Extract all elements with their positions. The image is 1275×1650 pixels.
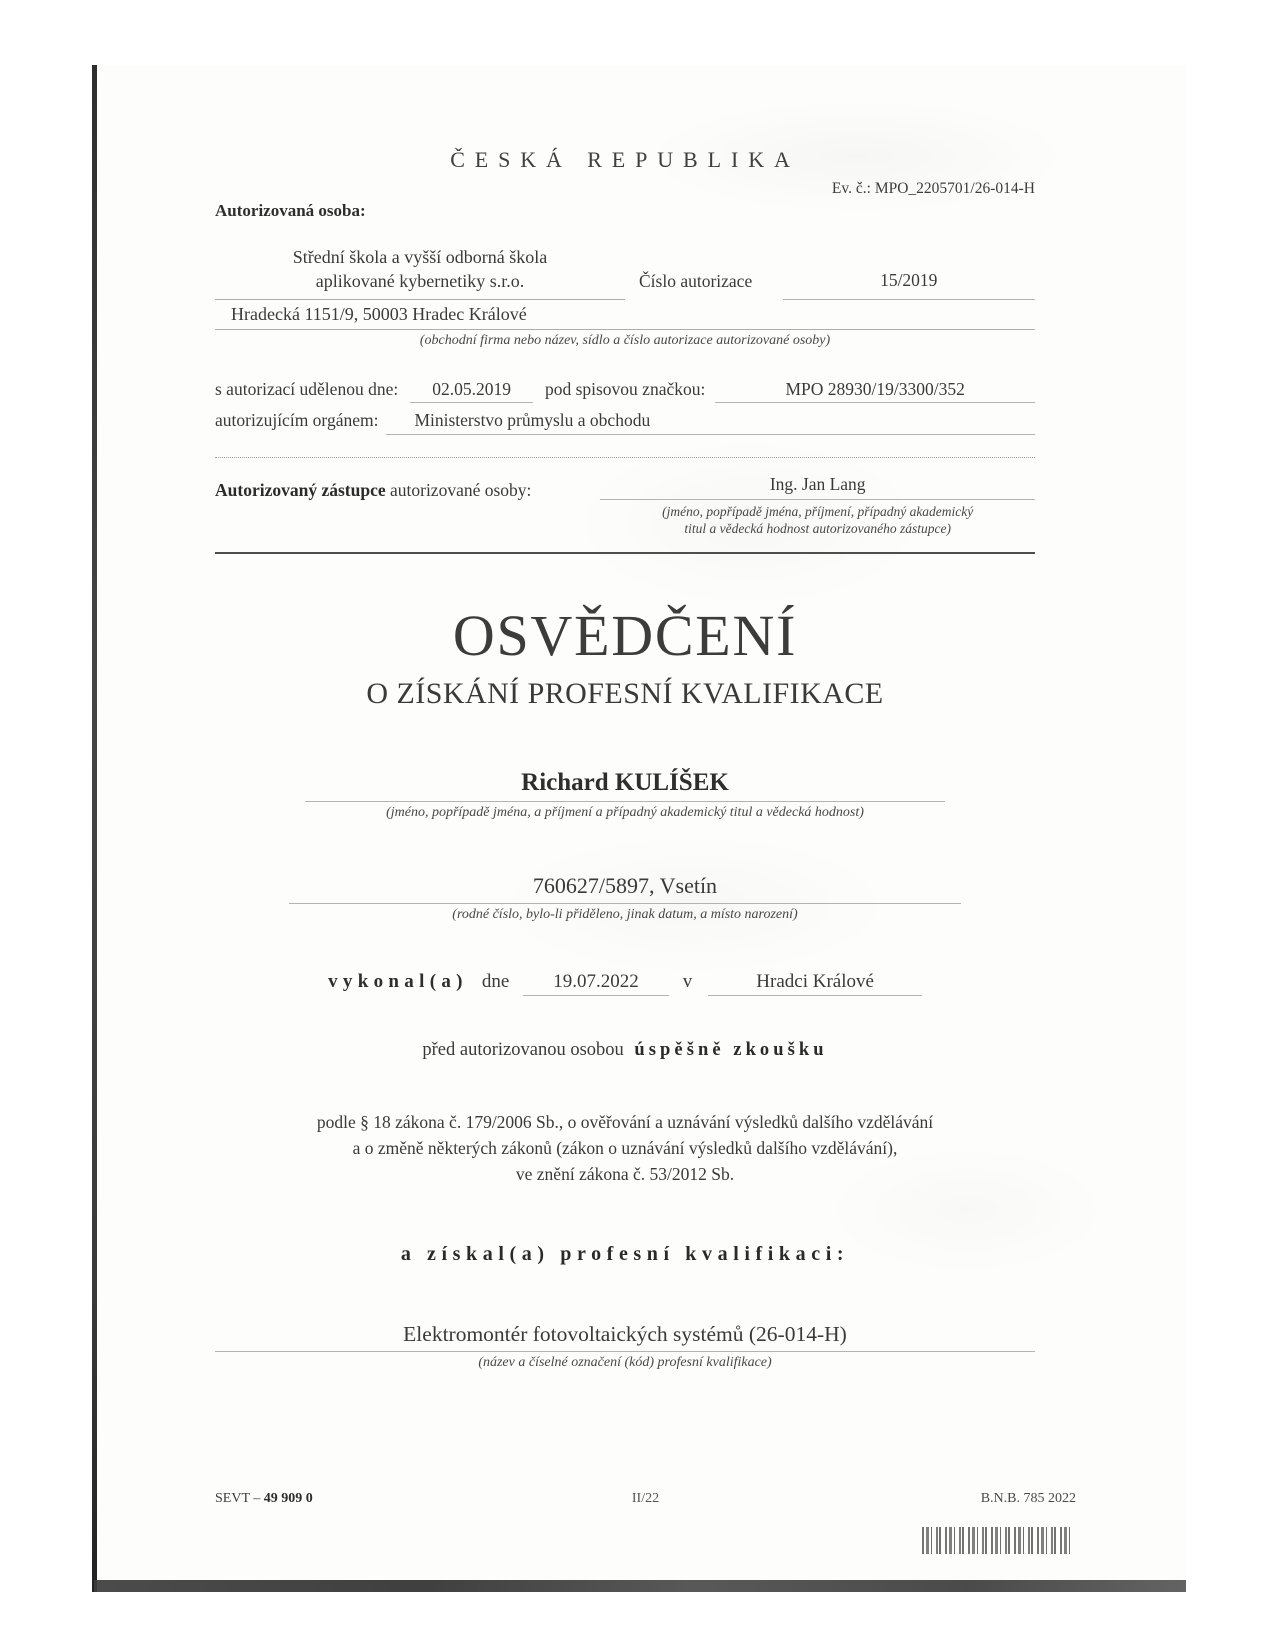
certificate-subtitle: O ZÍSKÁNÍ PROFESNÍ KVALIFIKACE <box>366 676 884 710</box>
certificate-content <box>215 65 1035 1592</box>
file-number-value: MPO 28930/19/3300/352 <box>715 379 1035 403</box>
representative-name: Ing. Jan Lang <box>600 474 1035 500</box>
authorized-person-address: Hradecká 1151/9, 50003 Hradec Králové <box>215 302 1035 330</box>
footer-bnb: B.N.B. 785 2022 <box>980 1491 1076 1506</box>
barcode <box>922 1527 1074 1554</box>
authorization-granted-row <box>215 379 1035 403</box>
exam-date: 19.07.2022 <box>523 971 669 996</box>
granted-date-value: 02.05.2019 <box>410 379 533 403</box>
legal-line2: a o změně některých zákonů (zákon o uznávání výsledků dalšího vzdělávání), <box>352 1137 898 1158</box>
scanned-certificate-page <box>92 65 1186 1592</box>
exam-result-line <box>215 1040 1035 1061</box>
footer <box>215 1491 1076 1507</box>
authorized-person-name <box>215 245 625 300</box>
representative-caption-line1: (jméno, popřípadě jména, příjmení, případný akademický <box>662 503 974 519</box>
authorization-number-value: 15/2019 <box>783 270 1036 300</box>
performed-verb: vykonal(a) <box>328 970 468 992</box>
certificate-title: OSVĚDČENÍ <box>452 602 798 668</box>
solid-separator <box>215 552 1035 554</box>
representative-label <box>215 474 600 538</box>
representative-caption-line2: titul a vědecká hodnost autorizovaného zástupce) <box>684 521 951 537</box>
birth-id-caption: (rodné číslo, bylo-li přiděleno, jinak datum, a místo narození) <box>452 906 798 922</box>
authorized-person-caption: (obchodní firma nebo název, sídlo a číslo autorizace autorizované osoby) <box>419 332 831 348</box>
authorized-person-row <box>215 245 1035 300</box>
representative-field <box>600 474 1035 538</box>
file-number-label: pod spisovou značkou: <box>544 378 706 399</box>
holder-name-caption: (jméno, popřípadě jména, a příjmení a případný akademický titul a vědecká hodnost) <box>386 804 864 820</box>
authorizing-body-label: autorizujícím orgánem: <box>215 409 379 430</box>
evidence-number: Ev. č.: MPO_2205701/26-014-H <box>831 180 1035 197</box>
holder-name: Richard KULÍŠEK <box>305 769 945 802</box>
authorizing-body-value: Ministerstvo průmyslu a obchodu <box>386 410 1035 435</box>
authorization-number-label: Číslo autorizace <box>639 270 753 291</box>
exam-place: Hradci Králové <box>708 971 922 996</box>
sevt-number: 49 909 0 <box>263 1491 313 1506</box>
qualification-caption: (název a číselné označení (kód) profesní kvalifikace) <box>478 1355 772 1371</box>
footer-sevt <box>215 1491 502 1507</box>
scan-left-edge-shadow <box>92 65 97 1592</box>
granted-date-label: s autorizací udělenou dne: <box>215 378 399 399</box>
performed-dne-label: dne <box>481 970 510 992</box>
authorizing-body-row <box>215 410 1035 435</box>
country-title: ČESKÁ REPUBLIKA <box>450 147 800 172</box>
footer-edition: II/22 <box>631 1491 660 1506</box>
birth-id: 760627/5897, Vsetín <box>289 873 961 904</box>
authorized-person-name-line1: Střední škola a vyšší odborná škola <box>292 247 548 267</box>
legal-paragraph <box>215 1109 1035 1188</box>
scan-bottom-edge-shadow <box>94 1580 1186 1592</box>
legal-line3: ve znění zákona č. 53/2012 Sb. <box>515 1164 735 1185</box>
dotted-separator <box>215 457 1035 458</box>
sevt-prefix: SEVT – <box>215 1491 264 1506</box>
performed-v-label: v <box>682 970 693 992</box>
exam-success-text: úspěšně zkoušku <box>634 1039 828 1060</box>
legal-line1: podle § 18 zákona č. 179/2006 Sb., o ověřování a uznávání výsledků dalšího vzdělávání <box>316 1111 934 1132</box>
qualification-name: Elektromontér fotovoltaických systémů (26-014-H) <box>215 1322 1035 1352</box>
authorized-person-name-line2: aplikované kybernetiky s.r.o. <box>315 271 525 292</box>
authorized-person-label: Autorizovaná osoba: <box>215 201 366 220</box>
representative-caption <box>600 503 1035 538</box>
representative-label-bold: Autorizovaný zástupce <box>215 479 386 500</box>
exam-performed-row <box>215 971 1035 996</box>
representative-label-rest: autorizované osoby: <box>385 479 532 500</box>
before-authorized-text: před autorizovanou osobou <box>422 1039 624 1060</box>
representative-row <box>215 474 1035 538</box>
gained-qualification-label: a získal(a) profesní kvalifikaci: <box>400 1243 850 1266</box>
